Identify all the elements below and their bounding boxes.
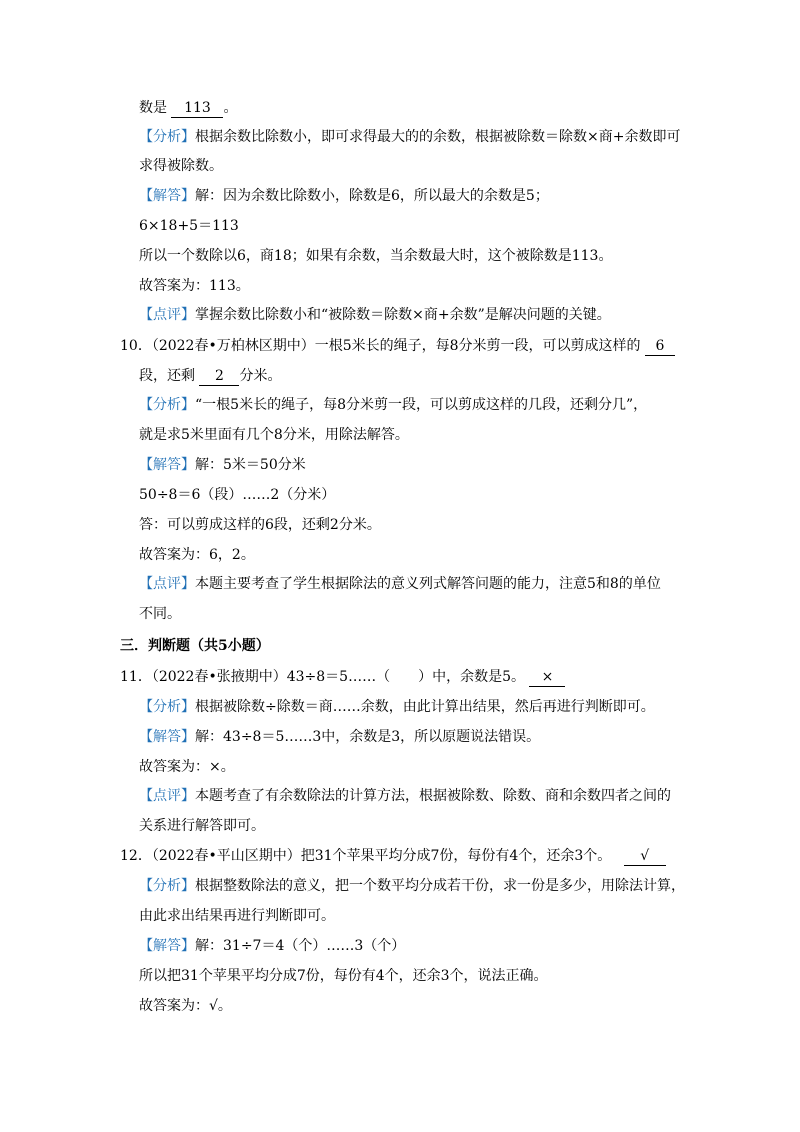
- section-title: 三．判断题（共5小题）: [120, 638, 270, 654]
- comment-line: 【点评】掌握余数比除数小和“被除数＝除数×商+余数”是解决问题的关键。: [139, 307, 611, 323]
- analysis-tag: 【分析】: [139, 129, 195, 145]
- analysis-line: 由此求出结果再进行判断即可。: [139, 908, 335, 924]
- final-answer-line: 故答案为：×。: [139, 759, 235, 775]
- question-11: 11．（2022春•张掖期中）43÷8＝5……（ ）中，余数是5。 ×: [120, 667, 565, 687]
- final-answer-line: 故答案为：√。: [139, 998, 232, 1014]
- comment-tag: 【点评】: [139, 788, 195, 804]
- comment-tag: 【点评】: [139, 307, 195, 323]
- calc-line: 50÷8＝6（段）……2（分米）: [139, 487, 336, 503]
- question-12: 12．（2022春•平山区期中）把31个苹果平均分成7份，每份有4个，还余3个。 √: [120, 846, 666, 866]
- analysis-tag: 【分析】: [139, 397, 195, 413]
- reply-line: 答：可以剪成这样的6段，还剩2分米。: [139, 517, 381, 533]
- solution-line: 【解答】解：31÷7＝4（个）……3（个）: [139, 938, 406, 954]
- final-answer-line: 故答案为：6，2。: [139, 547, 255, 563]
- solution-line: 【解答】解：因为余数比除数小，除数是6，所以最大的余数是5；: [139, 188, 549, 204]
- comment-line: 不同。: [139, 606, 181, 622]
- question-number: 12．: [120, 848, 152, 864]
- solution-tag: 【解答】: [139, 729, 195, 745]
- answer-blank: ×: [529, 669, 565, 687]
- answer-blank: 2: [199, 368, 239, 386]
- comment-line: 【点评】本题考查了有余数除法的计算方法，根据被除数、除数、商和余数四者之间的: [139, 788, 671, 804]
- solution-tag: 【解答】: [139, 188, 195, 204]
- analysis-tag: 【分析】: [139, 699, 195, 715]
- solution-tag: 【解答】: [139, 457, 195, 473]
- question-10-line2: 段，还剩 2 分米。: [139, 368, 282, 384]
- solution-line: 【解答】解：5米＝50分米: [139, 457, 306, 473]
- solution-tag: 【解答】: [139, 938, 195, 954]
- comment-line: 【点评】本题主要考查了学生根据除法的意义列式解答问题的能力，注意5和8的单位: [139, 576, 661, 592]
- answer-blank: 113: [171, 100, 223, 118]
- analysis-line: 就是求5米里面有几个8分米，用除法解答。: [139, 427, 409, 443]
- answer-blank: 6: [645, 338, 675, 356]
- solution-line: 【解答】解：43÷8＝5……3中，余数是3，所以原题说法错误。: [139, 729, 541, 745]
- comment-line: 关系进行解答即可。: [139, 818, 265, 834]
- comment-tag: 【点评】: [139, 576, 195, 592]
- question-number: 10．: [120, 338, 152, 354]
- analysis-line: 【分析】根据余数比除数小，即可求得最大的的余数，根据被除数＝除数×商+余数即可: [139, 129, 681, 145]
- calc-line: 6×18+5＝113: [139, 218, 239, 234]
- answer-blank: √: [624, 848, 666, 866]
- analysis-tag: 【分析】: [139, 878, 195, 894]
- analysis-line: 求得被除数。: [139, 158, 223, 174]
- analysis-line: 【分析】根据被除数÷除数＝商……余数，由此计算出结果，然后再进行判断即可。: [139, 699, 655, 715]
- conclusion-line: 所以把31个苹果平均分成7份，每份有4个，还余3个，说法正确。: [139, 968, 548, 984]
- analysis-line: 【分析】“一根5米长的绳子，每8分米剪一段，可以剪成这样的几段，还剩分几”，: [139, 397, 648, 413]
- conclusion-line: 所以一个数除以6，商18；如果有余数，当余数最大时，这个被除数是113。: [139, 248, 613, 264]
- prev-answer-line: 数是 113 。: [139, 100, 238, 116]
- question-number: 11．: [120, 669, 152, 685]
- final-answer-line: 故答案为：113。: [139, 278, 250, 294]
- analysis-line: 【分析】根据整数除法的意义，把一个数平均分成若干份，求一份是多少，用除法计算，: [139, 878, 685, 894]
- question-10: 10．（2022春•万柏林区期中）一根5米长的绳子，每8分米剪一段，可以剪成这样的 6: [120, 336, 675, 356]
